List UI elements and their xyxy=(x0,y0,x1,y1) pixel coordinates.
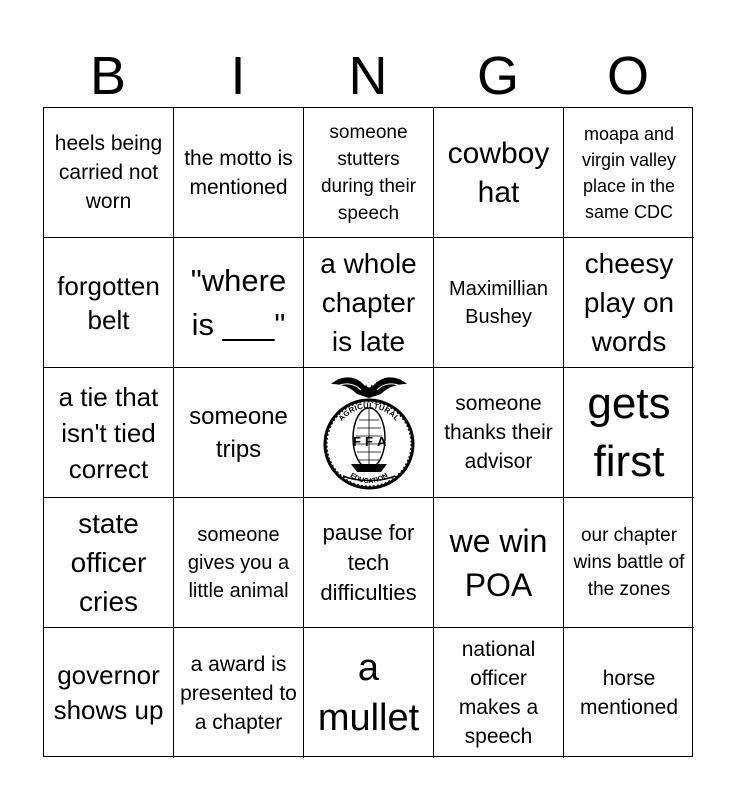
bingo-board xyxy=(43,107,693,757)
emblem-letter-f1: F xyxy=(352,433,361,449)
bingo-cell[interactable] xyxy=(564,108,694,238)
bingo-cell[interactable] xyxy=(44,628,174,758)
header-letter-g: G xyxy=(476,46,519,106)
cell-text: horse mentioned xyxy=(579,667,679,719)
header-letter-n: N xyxy=(348,46,388,106)
cell-text: someone trips xyxy=(189,402,288,463)
cell-text: heels being carried not worn xyxy=(54,132,163,213)
cell-text: cheesy play on words xyxy=(583,248,675,357)
emblem-bottom-text: EDUCATION xyxy=(348,471,389,485)
cell-text: "where is ___" xyxy=(190,262,287,342)
bingo-cell[interactable] xyxy=(44,368,174,498)
bingo-cell[interactable] xyxy=(304,628,434,758)
cell-text: we win POA xyxy=(449,522,548,603)
cell-text: someone thanks their advisor xyxy=(444,392,553,473)
bingo-cell[interactable] xyxy=(174,628,304,758)
cell-text: a mullet xyxy=(317,647,420,739)
header-letter-o: O xyxy=(606,46,649,106)
bingo-cell[interactable] xyxy=(44,238,174,368)
cell-text: Maximillian Bushey xyxy=(449,277,548,328)
bingo-cell[interactable] xyxy=(304,498,434,628)
ffa-emblem-icon xyxy=(321,372,417,494)
bingo-cell[interactable] xyxy=(564,628,694,758)
bingo-header xyxy=(43,44,693,108)
emblem-top-text: AGRICULTURAL xyxy=(336,400,401,423)
cell-text: a tie that isn't tied correct xyxy=(58,381,159,484)
cell-text: cowboy hat xyxy=(447,136,550,209)
free-space-cell[interactable] xyxy=(304,368,434,498)
cell-text: state officer cries xyxy=(70,508,147,617)
bingo-cell[interactable] xyxy=(304,238,434,368)
cell-text: national officer makes a speech xyxy=(458,638,539,748)
bingo-cell[interactable] xyxy=(434,368,564,498)
bingo-cell[interactable] xyxy=(44,498,174,628)
cell-text: someone stutters during their speech xyxy=(320,121,417,224)
cell-text: a award is presented to a chapter xyxy=(180,652,297,734)
emblem-letter-a: A xyxy=(376,433,386,449)
bingo-cell[interactable] xyxy=(174,498,304,628)
bingo-cell[interactable] xyxy=(44,108,174,238)
bingo-cell[interactable] xyxy=(434,498,564,628)
cell-text: the motto is mentioned xyxy=(184,146,293,199)
cell-text: a whole chapter is late xyxy=(320,248,417,357)
bingo-cell[interactable] xyxy=(564,238,694,368)
bingo-cell[interactable] xyxy=(434,628,564,758)
cell-text: pause for tech difficulties xyxy=(320,519,417,605)
cell-text: gets first xyxy=(587,378,671,486)
bingo-cell[interactable] xyxy=(174,368,304,498)
bingo-cell[interactable] xyxy=(174,238,304,368)
bingo-cell[interactable] xyxy=(564,498,694,628)
header-letter-b: B xyxy=(89,46,127,106)
cell-text: someone gives you a little animal xyxy=(187,523,290,602)
bingo-cell[interactable] xyxy=(304,108,434,238)
cell-text: governor shows up xyxy=(53,660,164,725)
bingo-cell[interactable] xyxy=(564,368,694,498)
cell-text: our chapter wins battle of the zones xyxy=(573,525,685,600)
cell-text: forgotten belt xyxy=(57,270,160,335)
emblem-letter-f2: F xyxy=(364,433,373,449)
bingo-cell[interactable] xyxy=(434,238,564,368)
cell-text: moapa and virgin valley place in the same CDC xyxy=(581,123,677,222)
header-letter-i: I xyxy=(230,46,246,106)
bingo-cell[interactable] xyxy=(174,108,304,238)
bingo-cell[interactable] xyxy=(434,108,564,238)
